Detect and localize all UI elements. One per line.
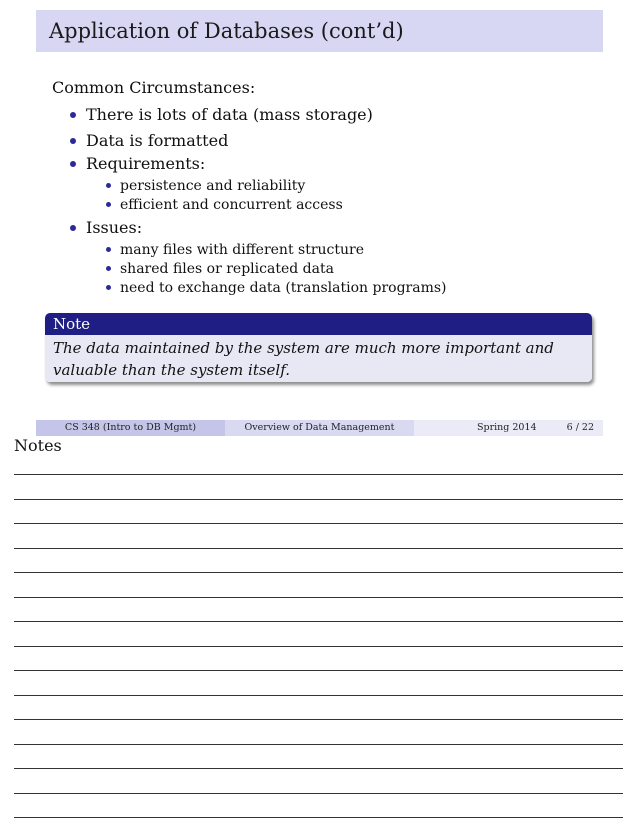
note-ruled-line <box>14 646 623 647</box>
bullet-icon <box>70 138 76 144</box>
bullet-icon <box>106 202 111 207</box>
note-block <box>45 313 592 382</box>
sub-bullet-text: persistence and reliability <box>120 178 306 194</box>
slide-footer <box>36 420 603 436</box>
footer-page-number: 6 / 22 <box>566 422 594 433</box>
note-line-1: The data maintained by the system are much more important and <box>53 339 554 357</box>
note-ruled-line <box>14 744 623 745</box>
bullet-item <box>70 154 205 173</box>
bullet-icon <box>70 161 76 167</box>
sub-bullet-item <box>106 197 343 213</box>
note-ruled-line <box>14 523 623 524</box>
bullet-text: There is lots of data (mass storage) <box>86 105 373 124</box>
bullet-icon <box>106 266 111 271</box>
bullet-icon <box>106 247 111 252</box>
note-ruled-line <box>14 597 623 598</box>
sub-bullet-text: many files with different structure <box>120 242 365 258</box>
note-heading: Note <box>45 313 592 335</box>
footer-term: Spring 2014 <box>477 422 537 433</box>
note-ruled-line <box>14 793 623 794</box>
sub-bullet-text: need to exchange data (translation programs) <box>120 280 447 296</box>
footer-topic: Overview of Data Management <box>225 420 414 436</box>
note-ruled-line <box>14 719 623 720</box>
bullet-text: Data is formatted <box>86 131 229 150</box>
bullet-item <box>70 131 228 150</box>
bullet-icon <box>70 112 76 118</box>
note-ruled-line <box>14 670 623 671</box>
title-bar <box>36 10 603 52</box>
bullet-icon <box>106 285 111 290</box>
slide <box>36 10 603 436</box>
bullet-text: Requirements: <box>86 154 206 173</box>
footer-meta <box>414 420 603 436</box>
bullet-item <box>70 218 142 237</box>
sub-bullet-text: efficient and concurrent access <box>120 197 343 213</box>
note-ruled-line <box>14 474 623 475</box>
note-ruled-line <box>14 768 623 769</box>
note-body <box>45 335 592 382</box>
sub-bullet-item <box>106 242 364 258</box>
note-ruled-line <box>14 621 623 622</box>
slide-title: Application of Databases (cont’d) <box>49 19 404 43</box>
bullet-text: Issues: <box>86 218 143 237</box>
sub-bullet-text: shared files or replicated data <box>120 261 334 277</box>
note-ruled-line <box>14 817 623 818</box>
note-ruled-line <box>14 499 623 500</box>
footer-course: CS 348 (Intro to DB Mgmt) <box>36 420 225 436</box>
intro-text: Common Circumstances: <box>52 78 256 97</box>
sub-bullet-item <box>106 280 447 296</box>
note-ruled-line <box>14 572 623 573</box>
sub-bullet-item <box>106 178 305 194</box>
bullet-item <box>70 105 373 124</box>
sub-bullet-item <box>106 261 334 277</box>
bullet-icon <box>106 183 111 188</box>
note-line-2: valuable than the system itself. <box>53 361 291 379</box>
bullet-icon <box>70 225 76 231</box>
note-ruled-line <box>14 695 623 696</box>
notes-label: Notes <box>14 436 62 455</box>
note-ruled-line <box>14 548 623 549</box>
